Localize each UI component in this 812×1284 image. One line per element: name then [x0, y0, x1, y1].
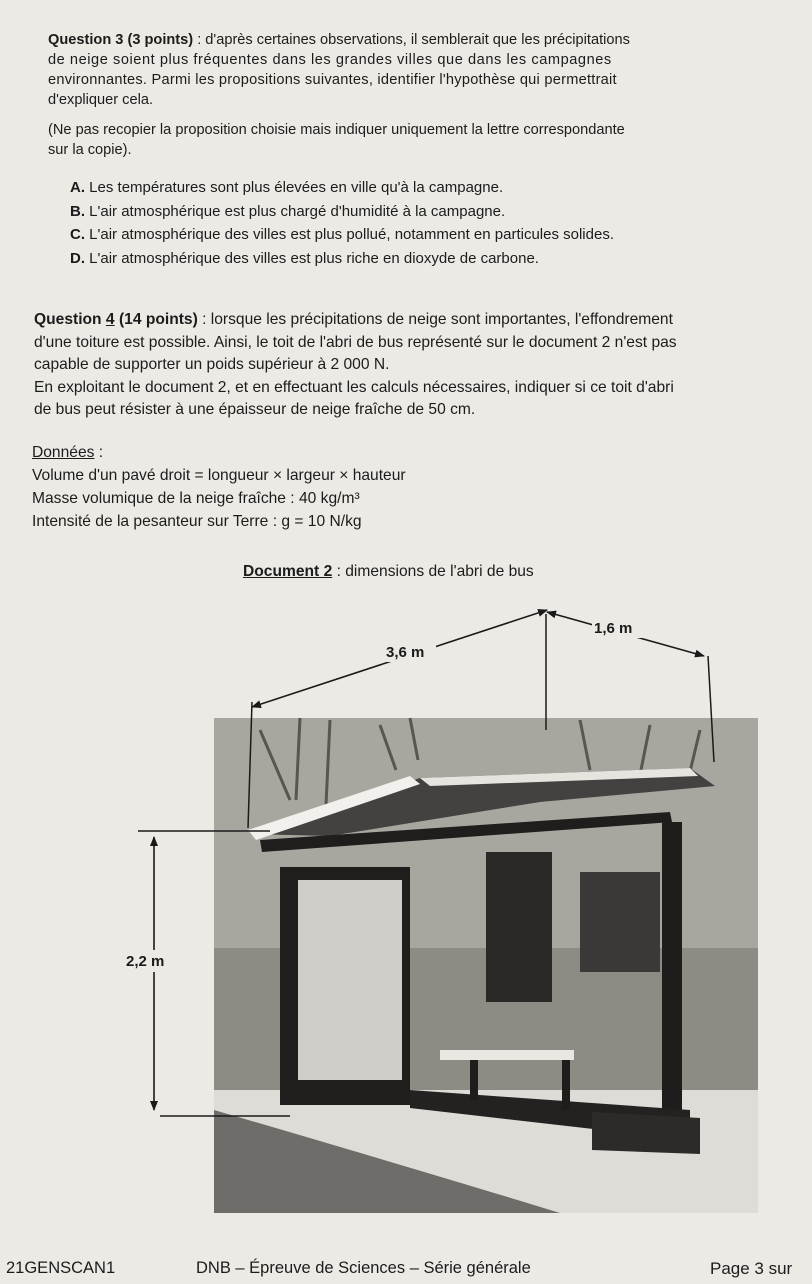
document-2-title	[243, 561, 534, 583]
option-text: L'air atmosphérique des villes est plus pollué, notamment en particules solides.	[89, 226, 614, 243]
page-number: Page 3 sur	[710, 1259, 793, 1278]
data-title: Données	[32, 444, 95, 461]
option-letter: B.	[70, 202, 85, 220]
heading-word: Question	[34, 311, 102, 328]
option-text: L'air atmosphérique est plus chargé d'humidité à la campagne.	[89, 202, 506, 220]
height-label: 2,2 m	[126, 953, 165, 970]
question-4-line-3: capable de supporter un poids supérieur à 2 000 N.	[34, 356, 390, 373]
question-3-heading: Question 3 (3 points)	[48, 32, 194, 48]
option-b	[70, 200, 790, 224]
bus-shelter-figure	[0, 590, 812, 1230]
option-text: L'air atmosphérique des villes est plus riche en dioxyde de carbone.	[89, 249, 539, 267]
question-3	[48, 30, 778, 110]
data-snow-density: Masse volumique de la neige fraîche : 40 kg/m³	[32, 490, 360, 507]
question-4-heading	[34, 311, 198, 328]
option-c	[70, 223, 790, 247]
exam-code: 21GENSCAN1	[6, 1259, 116, 1277]
option-a	[70, 176, 790, 200]
data-gravity: Intensité de la pesanteur sur Terre : g = 10 N/kg	[32, 513, 362, 530]
question-4-line-4: En exploitant le document 2, et en effectuant les calculs nécessaires, indiquer si ce toit d'abri	[34, 378, 674, 396]
width-label: 1,6 m	[594, 620, 633, 637]
option-letter: A.	[70, 179, 85, 196]
length-label: 3,6 m	[386, 644, 425, 661]
heading-number: 4	[105, 311, 115, 328]
option-letter: D.	[70, 249, 85, 267]
question-3-text: : d'après certaines observations, il semblerait que les précipitations	[193, 32, 630, 48]
question-4-text: : lorsque les précipitations de neige sont importantes, l'effondrement	[197, 311, 673, 328]
bus-shelter-photo	[214, 718, 758, 1213]
question-4-line-2: d'une toiture est possible. Ainsi, le toit de l'abri de bus représenté sur le document 2 n'est pas	[34, 333, 677, 351]
data-block	[32, 441, 732, 533]
question-3-line-4: d'expliquer cela.	[48, 92, 154, 108]
question-4	[34, 309, 804, 422]
data-title-line	[32, 441, 732, 464]
document-label: Document 2	[243, 563, 333, 580]
question-3-line-3: environnantes. Parmi les propositions suivantes, identifier l'hypothèse qui permettrait	[48, 72, 617, 88]
exam-title: DNB – Épreuve de Sciences – Série générale	[196, 1259, 531, 1277]
heading-points: (14 points)	[118, 311, 198, 328]
option-d	[70, 247, 790, 271]
option-text: Les températures sont plus élevées en ville qu'à la campagne.	[89, 179, 504, 196]
data-title-colon: :	[94, 444, 104, 461]
document-caption: : dimensions de l'abri de bus	[332, 563, 534, 580]
instruction-line-1: (Ne pas recopier la proposition choisie mais indiquer uniquement la lettre correspondante	[48, 122, 625, 138]
question-3-line-2: de neige soient plus fréquentes dans les grandes villes que dans les campagnes	[48, 52, 612, 68]
question-4-line-5: de bus peut résister à une épaisseur de neige fraîche de 50 cm.	[34, 401, 476, 418]
data-volume-formula: Volume d'un pavé droit = longueur × largeur × hauteur	[32, 467, 406, 484]
question-3-line-1	[48, 30, 778, 50]
answer-instruction	[48, 120, 784, 160]
option-letter: C.	[70, 226, 85, 243]
instruction-line-2: sur la copie).	[48, 142, 132, 158]
answer-options	[70, 176, 790, 270]
question-4-line-1	[34, 309, 804, 332]
page-footer	[0, 1259, 812, 1284]
